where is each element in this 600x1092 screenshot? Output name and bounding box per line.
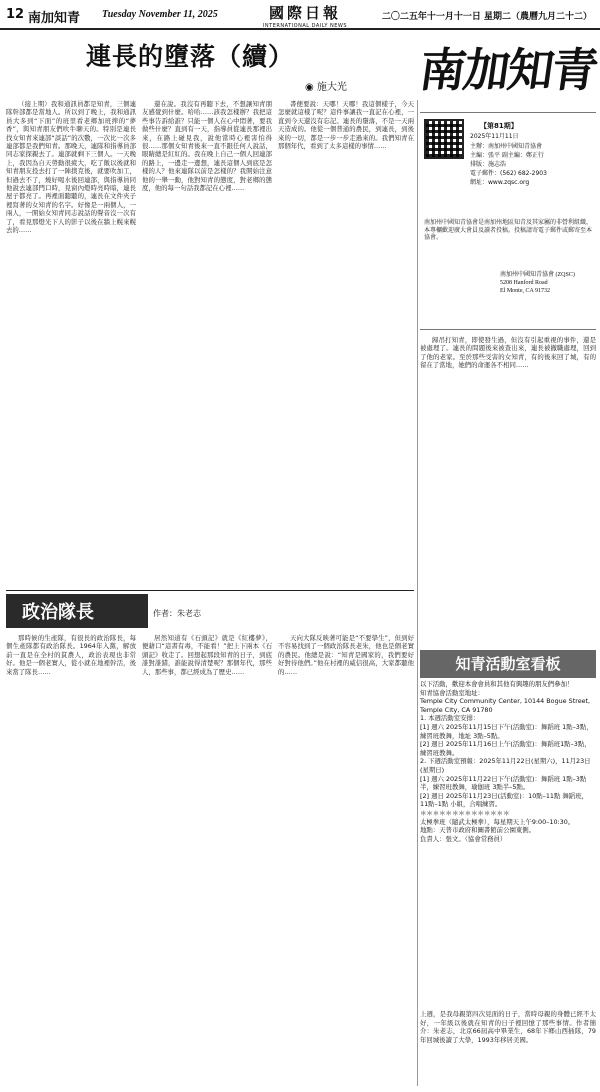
subarticle-column: 那時候的生產隊，有很長的政治隊長，每個生產隊都有政治隊長。1964年入黨，解放前一直是在全村的貧農人，政治表現也非常好。他是一個老實人，從小就在地裡幹活，後來當了隊長…… xyxy=(6,634,136,676)
subarticle-author: 作者：朱老志 xyxy=(153,609,201,618)
info-line: 電子郵件：(562) 682-2903 xyxy=(470,170,547,177)
section-name: 南加知青 xyxy=(28,11,81,26)
event-line: ＊＊＊＊＊＊＊＊＊＊＊＊＊＊ xyxy=(420,808,510,817)
masthead-english: INTERNATIONAL DAILY NEWS xyxy=(262,23,348,29)
org-address xyxy=(500,271,592,295)
events-board-header: 知青活動室看板 xyxy=(420,650,596,678)
info-line: 網址：www.zqsc.org xyxy=(470,179,530,186)
event-line: [2] 週日 2025年11月23日(活動室)：10點–11點 舞蹈班，11點–1點 小組，合唱練習。 xyxy=(420,791,588,809)
org-note: 南加州中國知青協會是南加州地區知青及其家屬的非營利組織，本專欄歡迎廣大會員及讀者投稿。投稿請寄電子郵件或郵寄至本協會。 xyxy=(424,219,593,241)
address-line: 南加州中國知青協會 (ZQSC) xyxy=(500,272,575,278)
column-info-box xyxy=(420,112,596,330)
article-column: 還在說。我沒有再聽下去，不想讓知青朋友感覺到什麼。哈哈……該我怎樣辦？我把這些事告訴給誰？只能一個人在心中悶著，要我做些什麼？直到有一天，指導員從連長那裡出來，在路上碰見我，說他當時心裡害怕得很……那個女知青後來一直不跟任何人說話，眼睛總是紅紅的。我在晚上自己一個人回連部的路上，一邊走一邊想，連長這個人到底是怎樣的人？他來連隊以前是怎樣的？我開始注意他的一舉一動，他對知青的態度，對老鄉的態度，他的每一句話我都記在心裡…… xyxy=(142,100,272,193)
qr-code-icon xyxy=(424,119,464,159)
event-line: [2] 週日 2025年11月16日上午(活動室)：舞蹈班1點–3點，練習班教舞。 xyxy=(420,740,591,757)
event-line: 地點：天普市政府和圖書館前公園東側。 xyxy=(420,826,536,835)
info-line: 主辦：南加州中國知青協會 xyxy=(470,143,543,150)
page-header xyxy=(0,0,600,30)
article-title: 連長的墮落（續） xyxy=(86,42,295,71)
event-line: 太極拳班（隨武太極拳），每星期天上午9:00–10:30。 xyxy=(420,817,575,826)
masthead xyxy=(255,2,355,29)
address-line: El Monte, CA 91732 xyxy=(500,288,551,294)
article-column: （接上期）我和通訊員都是知青，三個連隊幹部都是當地人。所以到了晚上，我和通訊員大多到“下面”的班里看老鄉加班搾的“夢香”，與知青朋友們吹牛聊天的。特別是連長找女知青來連部“談話”的次數，一次比一次多連部都是我們知青。那晚天，連隊和指導員部同志家探親去了。連部就剩下三個人。一天晚上，我因為自天勞動很疲大，吃了飯以後就和知青朋友投去打了一陣撲克後，就要吹加工，但過去不了，燒好喝水後回連部，與指導員同他說去連部門口時，見窗內燈時亮時暗，連長屋子都亮了。再裡面聽聽的，連長在文件夾子裡寫著的女知青的名字。好像是一兩個人，一兩人，一開始女知青同志說話的聲音沒一次有了，看見那燈光下人的影子以後在牆上幌來幌去的…… xyxy=(6,100,136,235)
subarticle-column: 天向大隊反映著可能是“不要學生”，但到好不容易找到了一個政治隊長老朱，他也是個老實的農民。他總是說：“知青是國家的，我們要好好對待他們。”他在村裡的威信很高，大家都聽他的…… xyxy=(278,634,414,676)
article-author: ◉ 施大光 xyxy=(305,82,347,93)
article-column: 書便要說：天哪！天哪！我這個樣子，今天怎麼就這樣了呢？這件事讓我一直記在心裡，一直到今天還沒有忘記。連長的墮落，不是一天兩天造成的。他從一個普通的農民，到連長，到後來的一切，都是一步一步走過來的。我們知青在那個年代，看到了太多這樣的事情…… xyxy=(278,100,414,151)
events-board-body xyxy=(420,680,596,843)
issue-number: 【第81期】 xyxy=(480,122,518,130)
event-line: Temple City Community Center, 10144 Bogue Street, Temple City, CA 91780 xyxy=(420,697,591,714)
subarticle-title: 政治隊長 xyxy=(22,602,94,623)
address-line: 5208 Hanford Road xyxy=(500,280,548,286)
event-line: 負責人：張文。（協會常務員） xyxy=(420,834,507,843)
author-bio: 上週，是我母親第四次見面的日子，當時母親的身體已經不太好，一年級以後就在知青的日子裡回憶了那些事情。作者簡介：朱老志，北京66屆高中畢業生，68年下鄉山西插隊，79年回城後讀了大學，1993年移居美國。 xyxy=(420,1010,596,1044)
date-english: Tuesday November 11, 2025 xyxy=(102,9,218,20)
info-line: 排版：施志浩 xyxy=(470,161,507,168)
info-line: 主編：張平 副主編：鄭正行 xyxy=(470,152,544,159)
issue-date: 2025年11月11日 xyxy=(470,133,519,140)
event-line: 以下活動，歡迎本會會員和其他有興趣的朋友們參加！ xyxy=(420,680,574,688)
event-line: 知青協會活動室地址： xyxy=(420,688,484,697)
column-divider xyxy=(417,100,418,1086)
page-number: 12 xyxy=(6,7,25,22)
section-divider xyxy=(6,590,414,591)
event-line: [1] 週六 2025年11月15日下午(活動室)：舞蹈班 1點–3點，練習班教舞，地址 3點–5點。 xyxy=(420,722,593,740)
event-line: 2. 下週活動室預報：2025年11月22日(星期六)，11月23日(星期日) xyxy=(420,757,591,774)
article-column: 歸吊打知青，即使發生過，但沒有引起重視的事件，還是被處理了。連長的問題後來被查出來，連長被撤職處理，回到了他的老家。至於那些受害的女知青，有的後來回了城，有的留在了當地，她們的命運各不相同…… xyxy=(420,336,596,370)
masthead-chinese: 國際日報 xyxy=(268,4,341,22)
subarticle-title-box xyxy=(6,594,148,628)
subarticle-column: 居然知道有《石頭記》就是《紅樓夢》，便藉口“這書有毒，不能看！”把上下兩本《石頭記》收走了。回想起那段知青的日子，到底誰對誰錯，誰能說得清楚呢？那個年代，那些人，那些事，都已經成為了歷史…… xyxy=(142,634,272,676)
calligraphy-logo: 南加知青 xyxy=(416,43,600,97)
date-chinese: 二〇二五年十一月十一日 星期二（農曆九月二十二） xyxy=(381,12,592,22)
event-line: [1] 週六 2025年11月22日下午(活動室)：舞蹈班 1點–3點半，練習班教舞，瑜伽班 3點半–5點。 xyxy=(420,774,587,792)
event-line: 1. 本週活動室安排： xyxy=(420,714,480,723)
